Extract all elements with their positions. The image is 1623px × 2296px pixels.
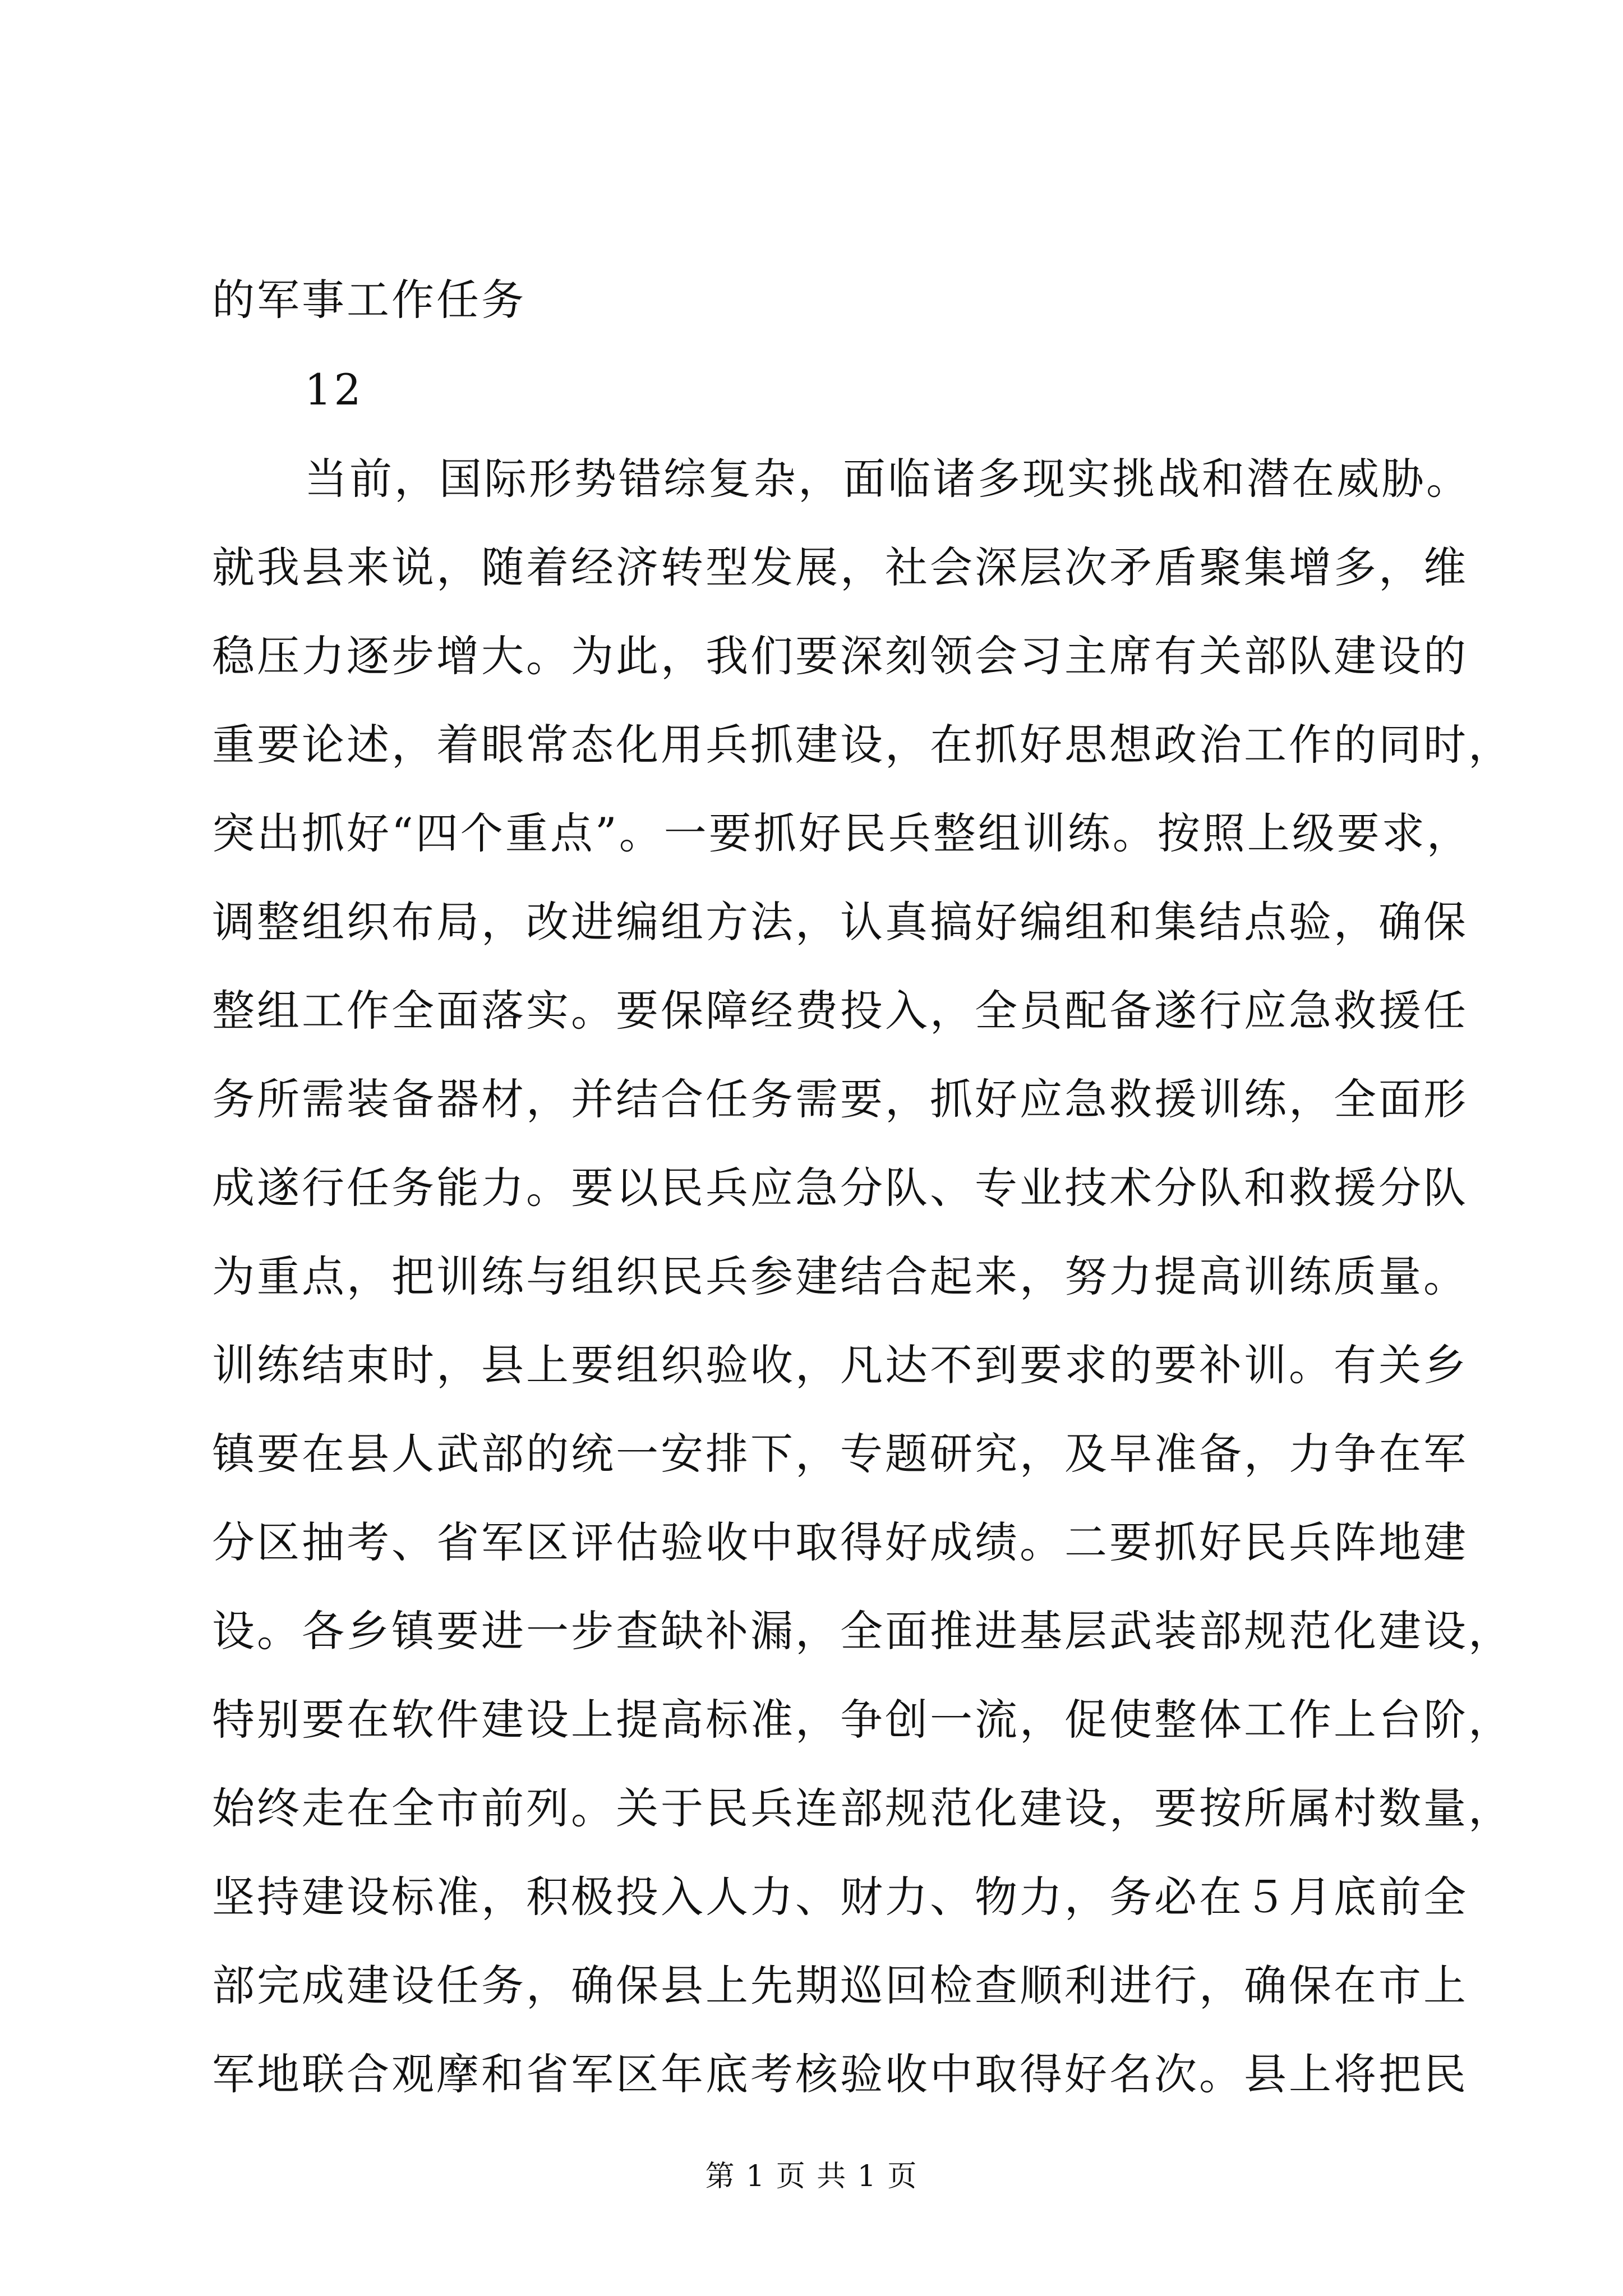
paragraph-line: 分区抽考、省军区评估验收中取得好成绩。二要抓好民兵阵地建 bbox=[212, 1517, 1468, 1567]
heading-continuation: 的军事工作任务 bbox=[212, 275, 526, 325]
paragraph-line: 稳压力逐步增大。为此，我们要深刻领会习主席有关部队建设的 bbox=[212, 631, 1468, 681]
number-line: 12 bbox=[305, 365, 363, 415]
paragraph-line: 就我县来说，随着经济转型发展，社会深层次矛盾聚集增多，维 bbox=[212, 542, 1468, 592]
paragraph-line: 务所需装备器材，并结合任务需要，抓好应急救援训练，全面形 bbox=[212, 1074, 1468, 1124]
page-footer: 第 1 页 共 1 页 bbox=[705, 2160, 918, 2193]
paragraph-line: 调整组织布局，改进编组方法，认真搞好编组和集结点验，确保 bbox=[212, 897, 1468, 947]
paragraph-line: 设。各乡镇要进一步查缺补漏，全面推进基层武装部规范化建设， bbox=[212, 1606, 1513, 1656]
paragraph-line: 整组工作全面落实。要保障经费投入，全员配备遂行应急救援任 bbox=[212, 986, 1468, 1036]
paragraph-line: 始终走在全市前列。关于民兵连部规范化建设，要按所属村数量， bbox=[212, 1783, 1513, 1833]
paragraph-line: 当前，国际形势错综复杂，面临诸多现实挑战和潜在威胁。 bbox=[305, 454, 1471, 504]
paragraph-line: 坚持建设标准，积极投入人力、财力、物力，务必在５月底前全 bbox=[212, 1872, 1468, 1922]
paragraph-line: 军地联合观摩和省军区年底考核验收中取得好名次。县上将把民 bbox=[212, 2049, 1468, 2099]
paragraph-line: 重要论述，着眼常态化用兵抓建设，在抓好思想政治工作的同时， bbox=[212, 720, 1513, 770]
paragraph-line: 训练结束时，县上要组织验收，凡达不到要求的要补训。有关乡 bbox=[212, 1340, 1468, 1390]
paragraph-line: 镇要在县人武部的统一安排下，专题研究，及早准备，力争在军 bbox=[212, 1429, 1468, 1479]
document-body bbox=[212, 255, 1513, 2119]
paragraph-line: 部完成建设任务，确保县上先期巡回检查顺利进行，确保在市上 bbox=[212, 1961, 1468, 2010]
paragraph-line: 成遂行任务能力。要以民兵应急分队、专业技术分队和救援分队 bbox=[212, 1163, 1468, 1213]
paragraph-line: 突出抓好“四个重点”。一要抓好民兵整组训练。按照上级要求， bbox=[212, 808, 1472, 858]
paragraph-line: 为重点，把训练与组织民兵参建结合起来，努力提高训练质量。 bbox=[212, 1251, 1468, 1301]
paragraph-line: 特别要在软件建设上提高标准，争创一流，促使整体工作上台阶， bbox=[212, 1695, 1513, 1745]
